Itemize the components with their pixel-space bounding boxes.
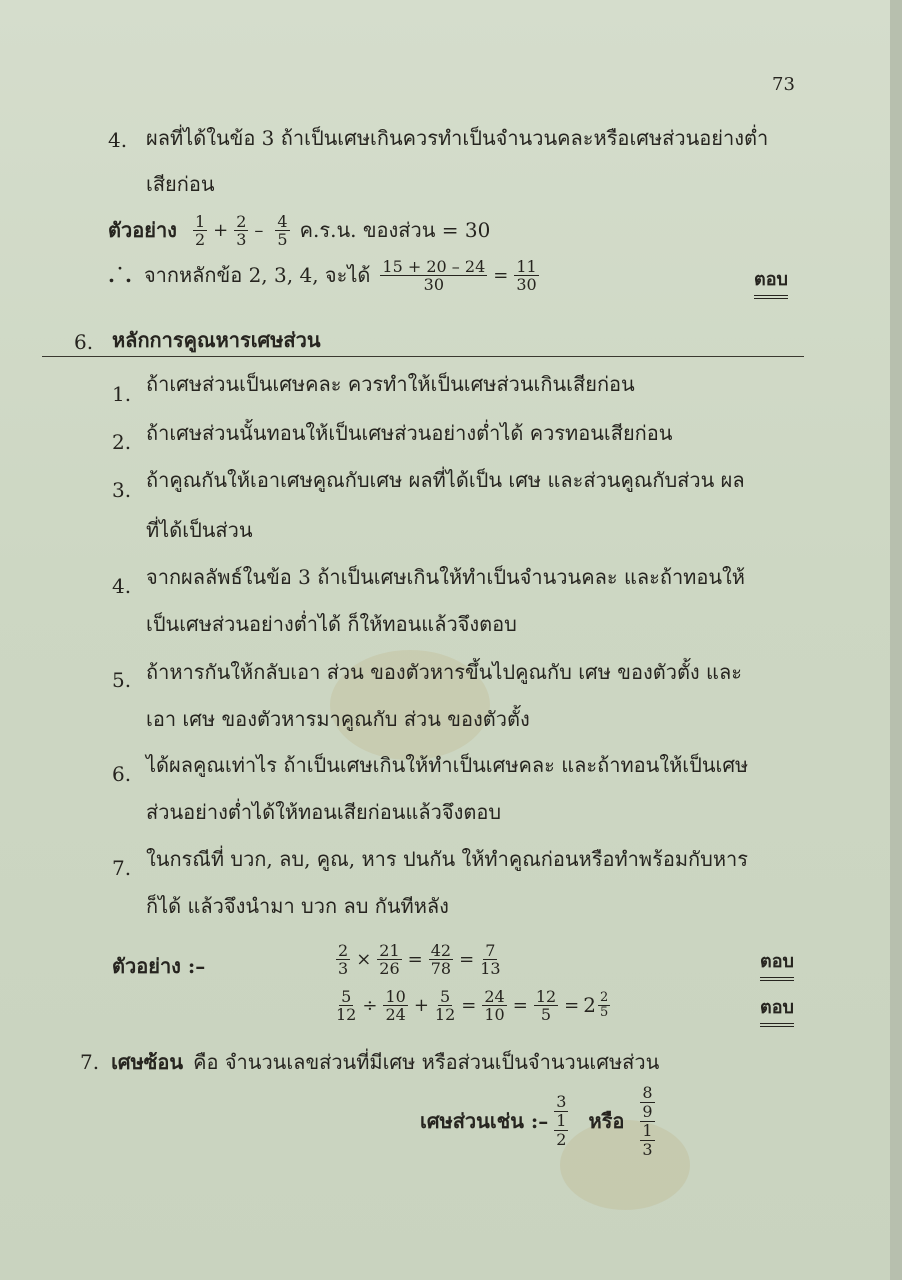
whole-number: 2 (583, 993, 596, 1017)
section7-line (80, 1050, 659, 1074)
numerator: 15 + 20 – 24 (382, 256, 486, 276)
numerator: 24 (484, 986, 505, 1006)
section6-number: 6. (74, 330, 94, 354)
rule-item-number: 7. (112, 856, 132, 880)
denominator: 5 (277, 229, 288, 249)
equals-sign: = (493, 264, 509, 286)
equals-sign: = (512, 994, 528, 1016)
denominator: 2 (556, 1130, 567, 1149)
fraction (534, 988, 558, 1023)
denominator: 3 (338, 958, 349, 978)
numerator: 11 (516, 256, 537, 276)
fraction (380, 258, 487, 293)
times-sign: × (356, 948, 372, 970)
lcd-text: ค.ร.น. ของส่วน = 30 (299, 218, 491, 242)
fraction (429, 942, 453, 977)
equals-sign: = (407, 948, 423, 970)
section6-title: หลักการคูณหารเศษส่วน (112, 328, 321, 352)
example2-label: ตัวอย่าง :– (112, 954, 206, 978)
equals-sign: = (564, 994, 580, 1016)
fraction (514, 258, 538, 293)
denominator: 24 (385, 1004, 406, 1024)
compound-fraction (640, 1084, 654, 1159)
rule-item-text: ได้ผลคูณเท่าไร ถ้าเป็นเศษเกินให้ทำเป็นเศษคละ และถ้าทอนให้เป็นเศษ (146, 753, 749, 777)
denominator: 78 (430, 958, 452, 978)
denominator: 26 (379, 958, 400, 978)
numerator: 42 (430, 940, 452, 960)
equals-sign: = (461, 994, 477, 1016)
denominator: 2 (194, 229, 206, 249)
therefore-text: จากหลักข้อ 2, 3, 4, จะได้ (143, 263, 371, 287)
intro-item-number: 4. (108, 128, 128, 152)
rule-item-text: ถ้าเศษส่วนเป็นเศษคละ ควรทำให้เป็นเศษส่วนเกินเสียก่อน (146, 372, 635, 396)
denominator: 3 (642, 1139, 653, 1159)
answer-mark: ตอบ (760, 946, 794, 981)
numerator: 5 (439, 986, 451, 1006)
example2-row1 (334, 938, 503, 980)
fraction (336, 942, 350, 977)
rule-item-text: ที่ได้เป็นส่วน (146, 518, 253, 542)
denominator: 3 (236, 229, 247, 249)
denominator: 12 (336, 1004, 357, 1024)
answer-mark: ตอบ (760, 992, 794, 1027)
or-word: หรือ (588, 1109, 625, 1133)
example2-row2 (334, 984, 612, 1026)
section7-number: 7. (80, 1050, 100, 1074)
denominator: 10 (484, 1004, 505, 1024)
numerator: 8 (642, 1082, 653, 1102)
rule-item-text: ถ้าเศษส่วนนั้นทอนให้เป็นเศษส่วนอย่างต่ำได้ ควรทอนเสียก่อน (146, 421, 673, 445)
denominator: 5 (540, 1004, 552, 1024)
numerator: 12 (535, 986, 557, 1006)
numerator: 2 (236, 211, 247, 231)
plus-sign: + (213, 219, 229, 241)
therefore-row (108, 254, 541, 296)
rule-item-text: เป็นเศษส่วนอย่างต่ำได้ ก็ให้ทอนแล้วจึงตอบ (146, 612, 517, 636)
intro-item-line1: ผลที่ได้ในข้อ 3 ถ้าเป็นเศษเกินควรทำเป็นจำนวนคละหรือเศษส่วนอย่างต่ำ (146, 126, 769, 150)
section7-text: คือ จำนวนเลขส่วนที่มีเศษ หรือส่วนเป็นจำนวนเศษส่วน (193, 1050, 660, 1074)
numerator: 7 (485, 940, 496, 960)
rule-item-text: ถ้าหารกันให้กลับเอา ส่วน ของตัวหารขึ้นไปคูณกับ เศษ ของตัวตั้ง และ (146, 660, 742, 684)
rule-item-number: 5. (112, 668, 132, 692)
denominator: 5 (600, 1004, 609, 1020)
denominator: 12 (434, 1004, 456, 1024)
answer-mark: ตอบ (754, 264, 788, 299)
compound-fraction-examples (420, 1076, 657, 1166)
therefore-symbol: .˙. (108, 263, 132, 287)
fraction (435, 988, 455, 1023)
rule-item-number: 4. (112, 574, 132, 598)
fraction (336, 988, 356, 1023)
fraction (234, 213, 248, 248)
numerator: 2 (338, 940, 349, 960)
numerator: 3 (556, 1092, 567, 1111)
numerator: 1 (642, 1120, 653, 1140)
fraction (480, 942, 500, 977)
fraction (482, 988, 506, 1023)
fraction (383, 988, 407, 1023)
rule-item-text: ก็ได้ แล้วจึงนำมา บวก ลบ กันทีหลัง (146, 894, 449, 918)
rule-item-text: ในกรณีที่ บวก, ลบ, คูณ, หาร ปนกัน ให้ทำคูณก่อนหรือทำพร้อมกับหาร (146, 847, 748, 871)
denominator: 30 (516, 274, 537, 294)
intro-item-line2: เสียก่อน (146, 172, 215, 196)
page-number: 73 (772, 74, 795, 95)
rule-item-number: 1. (112, 382, 132, 406)
plus-sign: + (413, 994, 429, 1016)
fraction (193, 213, 207, 248)
rule-item-number: 2. (112, 430, 132, 454)
rule-item-text: ส่วนอย่างต่ำได้ให้ทอนเสียก่อนแล้วจึงตอบ (146, 800, 502, 824)
equals-sign: = (459, 948, 475, 970)
example1-row (108, 210, 490, 250)
example-label: เศษส่วนเช่น :– (420, 1109, 549, 1133)
book-gutter (890, 0, 902, 1280)
rule-item-text: จากผลลัพธ์ในข้อ 3 ถ้าเป็นเศษเกินให้ทำเป็นจำนวนคละ และถ้าทอนให้ (146, 565, 745, 589)
numerator: 1 (556, 1111, 567, 1130)
section7-term: เศษซ้อน (111, 1050, 184, 1074)
numerator: 10 (385, 986, 406, 1006)
numerator: 1 (194, 211, 206, 231)
denominator: 13 (480, 958, 501, 978)
numerator: 4 (277, 211, 288, 231)
numerator: 5 (341, 986, 352, 1006)
minus-sign: – (254, 219, 264, 241)
rule-item-number: 3. (112, 478, 132, 502)
denominator: 9 (642, 1101, 653, 1121)
rule-item-text: เอา เศษ ของตัวหารมาคูณกับ ส่วน ของตัวตั้ง (146, 707, 530, 731)
fraction (377, 942, 401, 977)
rule-item-number: 6. (112, 762, 132, 786)
denominator: 30 (423, 274, 445, 294)
divide-sign: ÷ (362, 994, 378, 1016)
numerator: 21 (379, 940, 400, 960)
fraction (598, 991, 610, 1020)
fraction (275, 213, 289, 248)
rule-item-text: ถ้าคูณกันให้เอาเศษคูณกับเศษ ผลที่ได้เป็น เศษ และส่วนคูณกับส่วน ผล (146, 468, 745, 492)
section-divider (42, 356, 804, 357)
example1-label: ตัวอย่าง (108, 218, 177, 242)
numerator: 2 (600, 989, 609, 1005)
compound-fraction (554, 1093, 568, 1149)
